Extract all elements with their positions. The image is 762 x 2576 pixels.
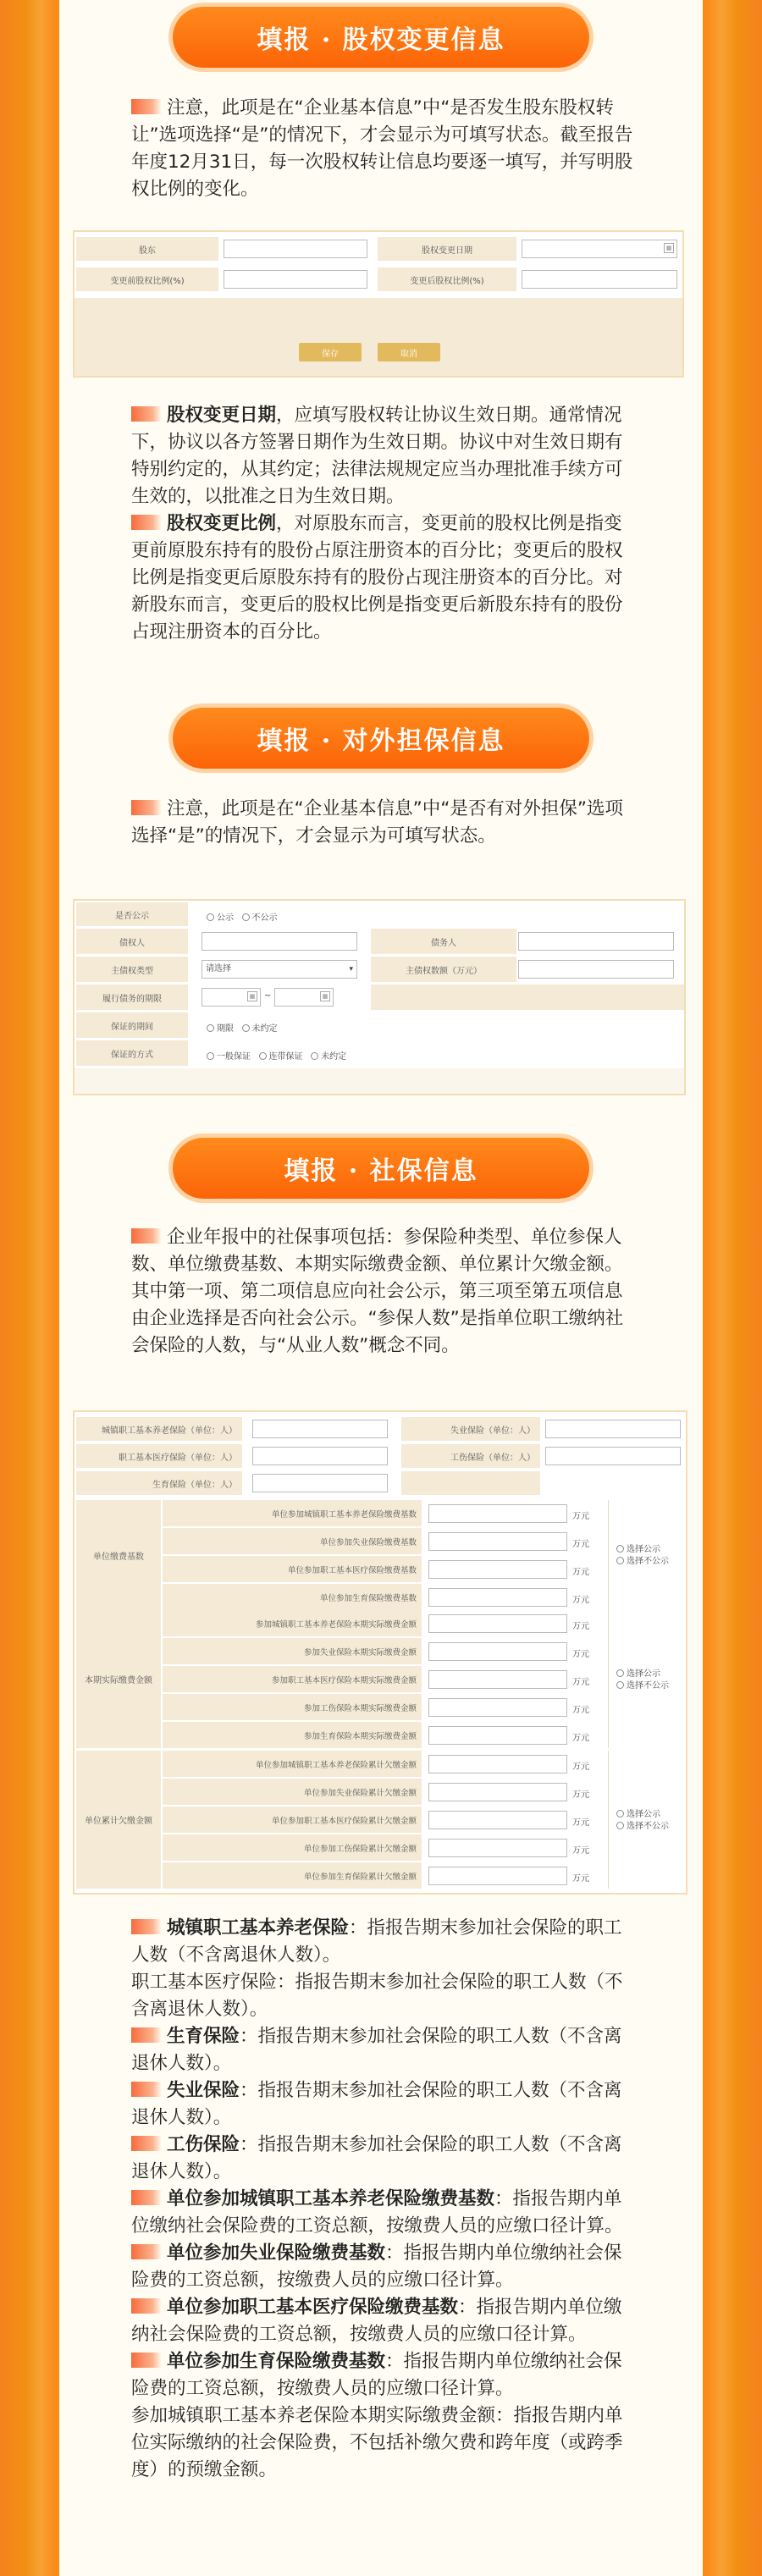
- unit-label: 万元: [572, 1540, 589, 1549]
- ratio-before-input[interactable]: [224, 270, 367, 289]
- radio-general[interactable]: [207, 1052, 214, 1060]
- radio-not-public[interactable]: [242, 913, 250, 921]
- term-separator: ~: [264, 991, 272, 1001]
- radio-period-limited[interactable]: [207, 1024, 214, 1032]
- unit-label: 万元: [572, 1678, 589, 1687]
- divider: [608, 1610, 609, 1748]
- radio-choose-public-label: 选择公示: [627, 1809, 660, 1819]
- explain-item: 生育保险：指报告期末参加社会保险的职工人数（不含离退休人数）。: [131, 2026, 622, 2074]
- unit-label: 万元: [572, 1818, 589, 1828]
- guarantee-period-label: 保证的期间: [76, 1012, 188, 1038]
- amount-label: 单位参加职工基本医疗保险缴费基数: [163, 1556, 422, 1582]
- claim-amount-label: 主债权数额（万元）: [371, 957, 516, 982]
- unit-label: 万元: [572, 1568, 589, 1577]
- claim-type-label: 主债权类型: [76, 957, 188, 982]
- amount-label: 参加失业保险本期实际缴费金额: [163, 1638, 422, 1664]
- headcount-label: 工伤保险（单位：人）: [401, 1444, 540, 1468]
- amount-input[interactable]: [428, 1839, 567, 1857]
- equity-explain: 股权变更日期，应填写股权转让协议生效日期。通常情况下，协议以各方签署日期作为生效日期。协议中对生效日期有特别约定的，从其约定；法律法规规定应当办理批准手续方可生效的，以批准之日为生效日期。 股权变更比例，对原股东而言，变更前的股权比例是指变更前原股东持有的股份占原注册资本的百分比；变更后的股权比例是指变更后原股东持有的股份占现注册资本的百分比。对新股东而言，变更后的股权比例是指变更后新股东持有的股份占现注册资本的百分比。: [131, 405, 623, 643]
- divider: [608, 1500, 609, 1610]
- radio-choose-public-label: 选择公示: [627, 1669, 660, 1679]
- divider: [608, 1751, 609, 1889]
- form-bottom-strip: [75, 1068, 684, 1094]
- amount-input[interactable]: [428, 1560, 567, 1579]
- amount-input[interactable]: [428, 1755, 567, 1773]
- radio-choose-not-public-label: 选择不公示: [627, 1557, 669, 1566]
- creditor-input[interactable]: [202, 932, 357, 951]
- amount-label: 单位参加城镇职工基本养老保险累计欠缴金额: [163, 1751, 422, 1777]
- save-button[interactable]: 保存: [299, 343, 362, 361]
- amount-input[interactable]: [428, 1532, 567, 1551]
- publicize-radios: [207, 910, 278, 923]
- explain-item: 城镇职工基本养老保险：指报告期末参加社会保险的职工人数（不含离退休人数）。: [131, 1917, 622, 1966]
- claim-type-value: 请选择: [206, 964, 231, 974]
- social-insurance-note: 企业年报中的社保事项包括：参保险种类型、单位参保人数、单位缴费基数、本期实际缴费金额、单位累计欠缴金额。其中第一项、第二项信息应向社会公示，第三项至第五项信息由企业选择是否向社会公示。“参保人数”是指单位职工缴纳社会保险的人数，与“从业人数”概念不同。: [131, 1227, 624, 1356]
- amount-label: 单位参加失业保险缴费基数: [163, 1528, 422, 1554]
- bullet-mark-icon: [131, 99, 162, 114]
- publicize-choice: [616, 1809, 669, 1833]
- publicize-label: 是否公示: [76, 902, 188, 926]
- amount-input[interactable]: [428, 1642, 567, 1661]
- guarantee-period-radios: [207, 1021, 278, 1034]
- term-end-input[interactable]: [274, 988, 334, 1007]
- amount-label: 单位参加生育保险缴费基数: [163, 1584, 422, 1610]
- radio-choose-not-public[interactable]: [616, 1557, 624, 1564]
- bullet-mark-icon: [131, 2244, 162, 2259]
- amount-label: 单位参加职工基本医疗保险累计欠缴金额: [163, 1807, 422, 1833]
- radio-joint[interactable]: [259, 1052, 267, 1060]
- bullet-mark-icon: [131, 515, 162, 530]
- headcount-input[interactable]: [252, 1474, 388, 1492]
- explain-item: 单位参加职工基本医疗保险缴费基数：指报告期内单位缴纳社会保险费的工资总额，按缴费人员的应缴口径计算。: [131, 2297, 622, 2345]
- unit-label: 万元: [572, 1512, 589, 1521]
- publicize-choice: [616, 1544, 669, 1568]
- amount-label: 单位参加工伤保险累计欠缴金额: [163, 1834, 422, 1861]
- ratio-after-input[interactable]: [522, 270, 677, 289]
- debtor-label: 债务人: [371, 929, 516, 954]
- change-date-input[interactable]: [522, 240, 677, 258]
- radio-choose-not-public[interactable]: [616, 1681, 624, 1689]
- change-date-label: 股权变更日期: [378, 237, 516, 261]
- guarantee-method-radios: [207, 1049, 346, 1062]
- term-filler: [371, 985, 684, 1010]
- ratio-after-label: 变更后股权比例(%): [378, 268, 516, 291]
- equity-note: 注意，此项是在“企业基本信息”中“是否发生股东股权转让”选项选择“是”的情况下，才会显示为可填写状态。截至报告年度12月31日，每一次股权转让信息均要逐一填写，并写明股权比例的变化。: [131, 97, 633, 200]
- ratio-before-label: 变更前股权比例(%): [76, 268, 218, 291]
- amount-label: 参加生育保险本期实际缴费金额: [163, 1722, 422, 1748]
- bullet-mark-icon: [131, 2027, 162, 2043]
- explain-item: 单位参加失业保险缴费基数：指报告期内单位缴纳社会保险费的工资总额，按缴费人员的应缴口径计算。: [131, 2242, 622, 2291]
- unit-label: 万元: [572, 1734, 589, 1743]
- radio-joint-label: 连带保证: [268, 1052, 303, 1062]
- bullet-mark-icon: [131, 2082, 162, 2097]
- bullet-mark-icon: [131, 2190, 162, 2205]
- bullet-mark-icon: [131, 2298, 162, 2314]
- radio-choose-public[interactable]: [616, 1545, 624, 1553]
- chevron-down-icon: ▾: [349, 965, 353, 974]
- headcount-label: 职工基本医疗保险（单位：人）: [76, 1444, 242, 1468]
- amount-label: 单位参加城镇职工基本养老保险缴费基数: [163, 1500, 422, 1526]
- amount-label: 单位参加生育保险累计欠缴金额: [163, 1862, 422, 1889]
- publicize-choice: [616, 1669, 669, 1692]
- radio-general-label: 一般保证: [217, 1052, 251, 1062]
- calendar-icon[interactable]: ▦: [247, 991, 257, 1001]
- explain-item: 工伤保险：指报告期末参加社会保险的职工人数（不含离退休人数）。: [131, 2134, 622, 2182]
- amount-label: 参加城镇职工基本养老保险本期实际缴费金额: [163, 1610, 422, 1636]
- bullet-mark-icon: [131, 2136, 162, 2151]
- claim-type-select[interactable]: [202, 960, 357, 979]
- radio-period-unlimited-label: 未约定: [251, 1024, 278, 1034]
- amount-input[interactable]: [428, 1698, 567, 1717]
- headcount-input[interactable]: [545, 1447, 681, 1465]
- headcount-input[interactable]: [545, 1420, 681, 1438]
- guarantee-form: [73, 899, 686, 1095]
- radio-public-label: 公示: [217, 913, 234, 923]
- amount-label: 单位参加失业保险累计欠缴金额: [163, 1779, 422, 1805]
- bullet-mark-icon: [131, 2353, 162, 2368]
- section-title-guarantee: 填报 · 对外担保信息: [173, 708, 589, 769]
- unit-label: 万元: [572, 1596, 589, 1605]
- radio-public[interactable]: [207, 913, 214, 921]
- claim-amount-input[interactable]: [518, 960, 674, 979]
- social-insurance-form: [73, 1410, 687, 1895]
- radio-choose-public[interactable]: [616, 1810, 624, 1818]
- headcount-input[interactable]: [252, 1447, 388, 1465]
- amount-input[interactable]: [428, 1614, 567, 1633]
- shareholder-label: 股东: [76, 237, 218, 261]
- amount-label: 参加工伤保险本期实际缴费金额: [163, 1694, 422, 1720]
- explain-item: 参加城镇职工基本养老保险本期实际缴费金额：指报告期内单位实际缴纳的社会保险费，不包括补缴欠费和跨年度（或跨季度）的预缴金额。: [131, 2405, 623, 2480]
- headcount-label: 失业保险（单位：人）: [401, 1417, 540, 1441]
- headcount-input[interactable]: [252, 1420, 388, 1438]
- shareholder-input[interactable]: [224, 240, 367, 258]
- calendar-icon[interactable]: ▦: [664, 243, 674, 253]
- equity-change-form: [73, 230, 684, 378]
- creditor-label: 债权人: [76, 929, 188, 954]
- unit-label: 万元: [572, 1622, 589, 1631]
- radio-period-limited-label: 期限: [217, 1024, 234, 1034]
- explain-item: 职工基本医疗保险：指报告期末参加社会保险的职工人数（不含离退休人数）。: [131, 1972, 623, 2020]
- amount-input[interactable]: [428, 1811, 567, 1829]
- debtor-input[interactable]: [518, 932, 674, 951]
- radio-choose-public-label: 选择公示: [627, 1545, 660, 1554]
- headcount-label: 生育保险（单位：人）: [76, 1471, 242, 1495]
- amount-input[interactable]: [428, 1783, 567, 1801]
- unit-label: 万元: [572, 1706, 589, 1715]
- amount-input[interactable]: [428, 1588, 567, 1607]
- social-insurance-explain: [131, 1915, 639, 2484]
- radio-period-unlimited[interactable]: [242, 1024, 250, 1032]
- term-start-input[interactable]: [202, 988, 261, 1007]
- amount-input[interactable]: [428, 1726, 567, 1745]
- cancel-button[interactable]: 取消: [378, 343, 440, 361]
- group-label: 单位累计欠缴金额: [76, 1751, 161, 1889]
- amount-input[interactable]: [428, 1867, 567, 1885]
- explain-item: 失业保险：指报告期末参加社会保险的职工人数（不含离退休人数）。: [131, 2080, 622, 2128]
- form-footer: [75, 298, 682, 376]
- calendar-icon[interactable]: ▦: [320, 991, 330, 1001]
- radio-not-public-label: 不公示: [251, 913, 278, 923]
- amount-input[interactable]: [428, 1670, 567, 1689]
- group-label: 本期实际缴费金额: [76, 1610, 161, 1748]
- unit-label: 万元: [572, 1650, 589, 1659]
- radio-choose-not-public-label: 选择不公示: [627, 1821, 669, 1831]
- amount-label: 参加职工基本医疗保险本期实际缴费金额: [163, 1666, 422, 1692]
- guarantee-method-label: 保证的方式: [76, 1040, 188, 1066]
- unit-label: 万元: [572, 1846, 589, 1856]
- amount-input[interactable]: [428, 1504, 567, 1523]
- radio-unagreed[interactable]: [311, 1052, 318, 1060]
- unit-label: 万元: [572, 1790, 589, 1800]
- explain-item: 单位参加城镇职工基本养老保险缴费基数：指报告期内单位缴纳社会保险费的工资总额，按缴费人员的应缴口径计算。: [131, 2188, 623, 2237]
- radio-unagreed-label: 未约定: [321, 1052, 347, 1062]
- bullet-mark-icon: [131, 406, 162, 422]
- radio-choose-public[interactable]: [616, 1669, 624, 1677]
- group-label: 单位缴费基数: [76, 1500, 161, 1610]
- bullet-mark-icon: [131, 800, 162, 815]
- term-label: 履行债务的期限: [76, 985, 188, 1010]
- header-filler: [401, 1471, 540, 1495]
- radio-choose-not-public[interactable]: [616, 1822, 624, 1829]
- radio-choose-not-public-label: 选择不公示: [627, 1680, 669, 1691]
- section-title-social-insurance: 填报 · 社保信息: [173, 1138, 589, 1199]
- headcount-label: 城镇职工基本养老保险（单位：人）: [76, 1417, 242, 1441]
- bullet-mark-icon: [131, 1228, 162, 1244]
- bullet-mark-icon: [131, 1919, 162, 1934]
- guarantee-note: 注意，此项是在“企业基本信息”中“是否有对外担保”选项选择“是”的情况下，才会显示为可填写状态。: [131, 798, 624, 847]
- unit-label: 万元: [572, 1874, 589, 1884]
- unit-label: 万元: [572, 1762, 589, 1772]
- section-title-equity: 填报 · 股权变更信息: [173, 7, 589, 68]
- explain-item: 单位参加生育保险缴费基数：指报告期内单位缴纳社会保险费的工资总额，按缴费人员的应缴口径计算。: [131, 2351, 622, 2399]
